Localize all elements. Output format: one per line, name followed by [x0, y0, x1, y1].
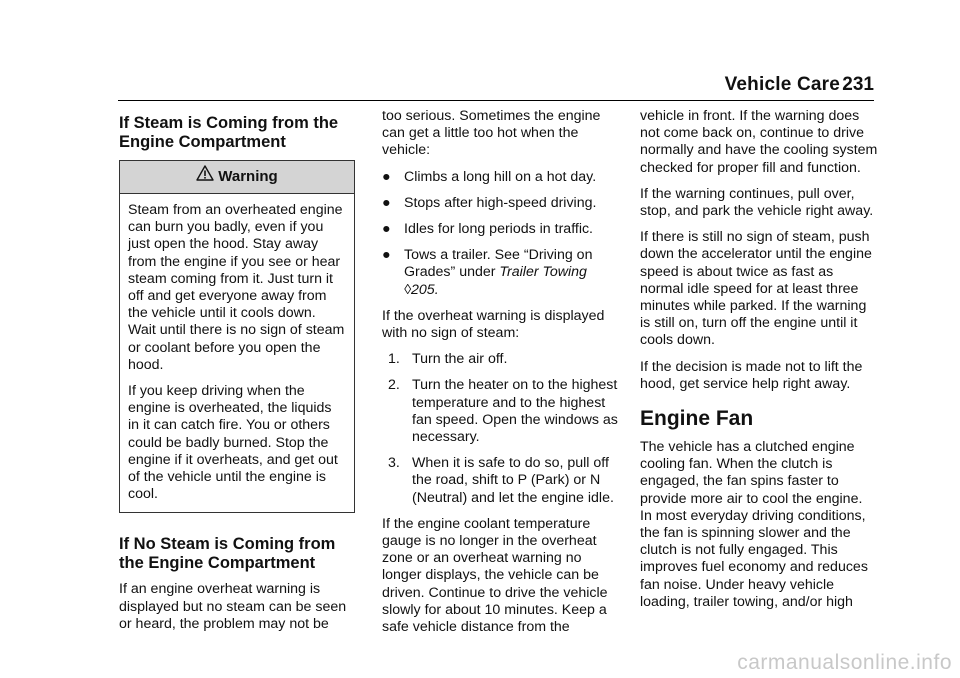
list-item: ● Tows a trailer. See “Driving on Grades” under Trailer Towing ◊205. [382, 247, 593, 298]
bullet-icon: ● [382, 221, 391, 238]
body-paragraph: If the engine coolant temperature gauge is no longer in the overheat zone or an overheat warning no longer displays, the vehicle can be driven. Continue to drive the vehicle slowly for about 10 minutes. Keep a safe vehicle distance from the [382, 515, 608, 636]
body-paragraph: vehicle in front. If the warning does not come back on, continue to drive normally and have the cooling system checked for proper fill and function. [640, 108, 878, 176]
column-right [640, 108, 878, 620]
list-item: ● Climbs a long hill on a hot day. [382, 168, 597, 185]
body-paragraph: too serious. Sometimes the engine can get a little too hot when the vehicle: [382, 108, 601, 159]
warning-title: Warning [218, 168, 278, 185]
body-paragraph: If the overheat warning is displayed with no sign of steam: [382, 307, 605, 342]
warning-triangle-icon [196, 161, 214, 193]
body-paragraph: The vehicle has a clutched engine cooling fan. When the clutch is engaged, the fan spins faster to provide more air to cool the engine. In most everyday driving conditions, the fan is spinning slower and the clutch is not fully engaged. This improves fuel economy and reduces fan noise. Under heavy vehicle loading, trailer towing, and/or high [640, 439, 868, 610]
cross-reference-link[interactable]: Trailer Towing ◊205 [404, 264, 587, 298]
column-left [119, 108, 355, 642]
section-heading-no-steam: If No Steam is Coming from the Engine Compartment [119, 535, 336, 573]
page-reference-icon: ◊ [404, 281, 412, 298]
body-paragraph: If the decision is made not to lift the hood, get service help right away. [640, 358, 863, 392]
list-item: ● Stops after high-speed driving. [382, 194, 597, 211]
body-paragraph: If there is still no sign of steam, push down the accelerator until the engine speed is about twice as fast as normal idle speed for at least three minutes while parked. If the warning is still on, turn off the engine until it cools down. [640, 229, 872, 349]
page-header-title: Vehicle Care [724, 74, 840, 95]
list-item: ● Idles for long periods in traffic. [382, 221, 594, 238]
warning-paragraph: If you keep driving when the engine is overheated, the liquids in it can catch fire. You or others could be badly burned. Stop the engine if it overheats, and get out of the vehicle until the engine is cool. [128, 383, 338, 503]
warning-header [120, 161, 354, 194]
steps-list [382, 351, 618, 507]
page-number: 231 [842, 74, 874, 95]
list-item: 2. Turn the heater on to the highest temperature and to the highest fan speed. Open the windows as necessary. [388, 377, 618, 446]
condition-list [382, 169, 618, 299]
section-heading-steam: If Steam is Coming from the Engine Compartment [119, 114, 339, 151]
list-item: 1. Turn the air off. [388, 351, 508, 368]
body-paragraph: If an engine overheat warning is displayed but no steam can be seen or heard, the problem may not be [119, 581, 347, 632]
warning-box [119, 160, 355, 513]
warning-body [120, 194, 354, 503]
column-middle [382, 108, 618, 645]
bullet-icon: ● [382, 168, 391, 185]
bullet-icon: ● [382, 194, 391, 211]
list-item: 3. When it is safe to do so, pull off the road, shift to P (Park) or N (Neutral) and let the engine idle. [388, 455, 614, 506]
bullet-icon: ● [382, 247, 391, 264]
watermark: carmanualsonline.info [737, 651, 952, 674]
header-rule [118, 100, 874, 101]
body-paragraph: If the warning continues, pull over, stop, and park the vehicle right away. [640, 185, 874, 220]
section-heading-engine-fan: Engine Fan [640, 407, 754, 431]
warning-paragraph: Steam from an overheated engine can burn you badly, even if you just open the hood. Stay away from the engine if you see or hear steam coming from it. Just turn it off and get everyone away from the vehicle until it cools down. Wait until there is no sign of steam or coolant before you open the hood. [128, 202, 345, 373]
